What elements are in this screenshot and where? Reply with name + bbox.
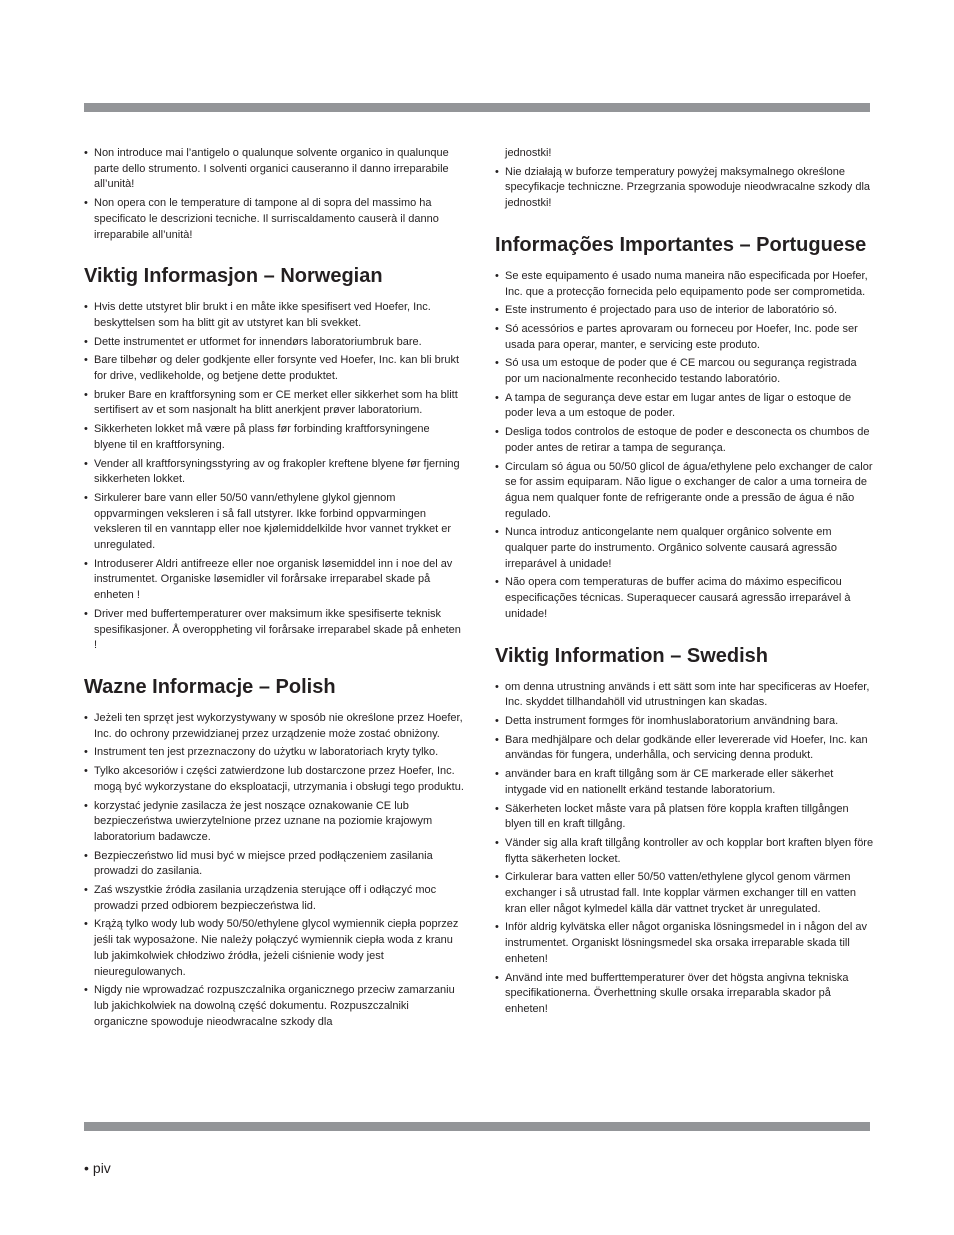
list-item-text: Säkerheten locket måste vara på platsen före koppla kraften tillgången blyen till en kraft tillgång.	[505, 802, 849, 831]
list-item	[495, 971, 875, 1018]
polish-continuation: jednostki!	[505, 147, 552, 159]
list-item	[84, 557, 464, 604]
swedish-heading: Viktig Information – Swedish	[495, 644, 769, 667]
list-item	[84, 745, 464, 761]
bottom-divider	[84, 1122, 870, 1131]
list-item	[495, 575, 875, 622]
polish-list-continued	[495, 165, 875, 212]
bullet-dot: •	[495, 526, 499, 539]
bullet-dot: •	[495, 714, 499, 727]
bullet-dot: •	[495, 357, 499, 370]
list-item	[495, 460, 875, 523]
bullet-dot: •	[84, 388, 88, 401]
bullet-dot: •	[84, 765, 88, 778]
list-item-text: Bare tilbehør og deler godkjente eller forsynte ved Hoefer, Inc. kan bli brukt for drive, vedlikeholde, og betjene dette produktet.	[94, 354, 460, 383]
list-item-text: Använd inte med bufferttemperaturer över det högsta angivna tekniska specifikationerna. Överhettning skulle orsaka irreparabla skador på enheten!	[505, 971, 849, 1015]
list-item	[495, 525, 875, 572]
swedish-list	[495, 680, 875, 1018]
list-item	[84, 422, 464, 453]
list-item-text: Tylko akcesoriów i części zatwierdzone lub dostarczone przez Hoefer, Inc. mogą być wykorzystane do eksploatacji, utrzymania i obsługi tego produktu.	[94, 765, 464, 793]
list-item	[84, 799, 464, 846]
list-item	[495, 165, 875, 212]
left-column	[84, 146, 464, 1033]
list-item-text: korzystać jedynie zasilacza że jest noszące oznakowanie CE lub bezpieczeństwa uwierzytelnione przez uznane na poziomie krajowym laboratorium badawcze.	[94, 799, 433, 843]
list-item-text: Driver med buffertemperaturer over maksimum ikke spesifiserte teknisk spesifikasjoner. Å overoppheting vil forårsake irreparabel skade på enheten !	[94, 607, 461, 652]
list-item-text: Detta instrument formges för inomhuslaboratorium användning bara.	[505, 714, 839, 727]
list-item-text: om denna utrustning används i ett sätt som inte har specificeras av Hoefer, Inc. skyddet tillhandahöll vid utrustningen kan skadas.	[505, 680, 870, 709]
bullet-dot: •	[84, 799, 88, 812]
list-item	[84, 353, 464, 384]
list-item-text: bruker Bare en kraftforsyning som er CE merket eller sikkerhet som ha blitt sertifisert av et som nasjonalt ha blitt anerkjent prøver laboratorium.	[94, 388, 458, 417]
bullet-dot: •	[84, 918, 88, 931]
bullet-dot: •	[84, 197, 88, 210]
list-item	[495, 920, 875, 967]
bullet-dot: •	[84, 457, 88, 470]
list-item	[84, 983, 464, 1030]
list-item	[84, 849, 464, 880]
list-item-text: Krążą tylko wody lub wody 50/50/ethylene glycol wymiennik ciepła poprzez jeśli tak wyposażone. Nie należy połączyć wymiennik ciepła woda z kranu lub jakimkolwiek chłodziwo źródła, jeżeli ciśnienie wody jest nieuregulowanych.	[94, 918, 459, 978]
list-item-text: Bezpieczeństwo lid musi być w miejsce przed podłączeniem zasilania prowadzi do zasilania.	[94, 849, 433, 878]
list-item	[495, 870, 875, 917]
list-item-text: Zaś wszystkie źródła zasilania urządzenia sterujące off i odłączyć moc prowadzi przed odbiorem bezpieczeństwa lid.	[94, 884, 437, 912]
list-item	[84, 457, 464, 488]
list-item-text: Só usa um estoque de poder que é CE marcou ou segurança registrada por um nacionalmente reconhecido testando laboratório.	[505, 357, 857, 386]
list-item	[495, 269, 875, 300]
bullet-dot: •	[84, 491, 88, 504]
list-item-text: Bara medhjälpare och delar godkände eller levererade vid Hoefer, Inc. kan användas för fungera, underhålla, och servicing denna produkt.	[505, 733, 868, 762]
list-item	[495, 714, 875, 730]
list-item-text: Nie działają w buforze temperatury powyżej maksymalnego określone specyfikacje techniczne. Przegrzania spowoduje nieodwracalne szkody dla jednostki!	[505, 165, 871, 210]
list-item	[495, 391, 875, 422]
bullet-dot: •	[495, 426, 499, 439]
bullet-dot: •	[495, 802, 499, 815]
bullet-dot: •	[495, 460, 499, 473]
list-item	[84, 711, 464, 742]
list-item	[84, 883, 464, 914]
list-item	[84, 335, 464, 351]
list-item-text: Non opera con le temperature di tampone al di sopra del massimo ha specificato le descrizioni tecniche. Il surriscaldamento causerà il danno irreparabile all’unità!	[94, 197, 439, 241]
list-item-text: Circulam só água ou 50/50 glicol de água/ethylene pelo exchanger de calor se for assim equiparam. Não ligue o exchanger de calor a uma torneira de água nem qualquer fonte de refrigerante onde a pressão de água é não regulado.	[505, 460, 873, 520]
bullet-dot: •	[495, 768, 499, 781]
list-item-text: Desliga todos controlos de estoque de poder e desconecta os chumbos de poder antes de retirar a tampa de segurança.	[505, 426, 870, 454]
bullet-dot: •	[84, 335, 88, 348]
list-item-text: Sikkerheten lokket må være på plass før forbinding kraftforsyningene blyene til en kraftforsyning.	[94, 423, 430, 451]
list-item-text: Vänder sig alla kraft tillgång kontroller av och kopplar bort kraften blyen före flytta säkerheten locket.	[505, 836, 874, 865]
bullet-dot: •	[84, 354, 88, 367]
bullet-dot: •	[495, 921, 499, 934]
list-item	[84, 388, 464, 419]
footer-bullet: •	[84, 1160, 89, 1176]
list-item	[495, 425, 875, 456]
bullet-dot: •	[84, 984, 88, 997]
list-item	[84, 917, 464, 980]
polish-list	[84, 711, 464, 1030]
list-item	[495, 303, 875, 319]
list-item	[495, 733, 875, 764]
page-footer	[84, 1160, 111, 1176]
list-item-text: Inför aldrig kylvätska eller något organiska lösningsmedel in i någon del av instrumentet. Organiskt lösningsmedel ska orsaka irreparable skada till enheten!	[505, 921, 867, 965]
list-item-text: Nunca introduz anticongelante nem qualquer orgânico solvente em qualquer parte do instrumento. Orgânico solvente causará agressão irreparável à unidade!	[505, 526, 838, 570]
list-item-text: A tampa de segurança deve estar em lugar antes de ligar o estoque de poder leva a um estoque de poder.	[505, 391, 852, 420]
list-item	[495, 322, 875, 353]
list-item	[495, 767, 875, 798]
list-item-text: Sirkulerer bare vann eller 50/50 vann/ethylene glykol gjennom oppvarmingen veksleren i så fall utstyrer. Ikke forbind oppvarmingen veksleren til en vanntapp eller noe kjølemiddelkilde hvor vannet trykket er unregulated.	[94, 491, 452, 552]
list-item-text: Nigdy nie wprowadzać rozpuszczalnika organicznego przeciw zamarzaniu lub jakichkolwiek na dowolną część dokumentu. Rozpuszczalniki organiczne spowoduje nieodwracalne szkody dla	[94, 984, 455, 1028]
list-item	[495, 836, 875, 867]
list-item	[84, 764, 464, 795]
list-item-text: Só acessórios e partes aprovaram ou forneceu por Hoefer, Inc. pode ser usada para operar, manter, e servicing este produto.	[505, 322, 858, 351]
list-item-text: Vender all kraftforsyningsstyring av og frakopler kreftene blyene før fjerning sikkerheten lokket.	[94, 457, 460, 486]
list-item-text: Se este equipamento é usado numa maneira não especificada por Hoefer, Inc. que a protecção fornecida pelo equipamento pode ser comprometida.	[505, 269, 868, 298]
list-item	[84, 607, 464, 654]
norwegian-list	[84, 300, 464, 654]
list-item-text: Introduserer Aldri antifreeze eller noe organisk løsemiddel inn i noe del av instrumentet. Organiske løsemidler vil forårsake irreparabel skade på enheten !	[94, 557, 453, 602]
list-item-text: använder bara en kraft tillgång som är CE markerade eller säkerhet intygade vid en nationellt erkänd testande laboratorium.	[505, 768, 834, 796]
bullet-dot: •	[84, 746, 88, 759]
list-item-text: Hvis dette utstyret blir brukt i en måte ikke spesifisert ved Hoefer, Inc. beskyttelsen som ha blitt git av utstyret kan bli svekket.	[94, 301, 431, 329]
bullet-dot: •	[84, 884, 88, 897]
top-divider	[84, 103, 870, 112]
list-item-text: Cirkulerar bara vatten eller 50/50 vatten/ethylene glycol genom värmen exchanger i så utrustad fall. Inte kopplar värmen exchanger till en vatten kran eller något kylmedel källa där vattnet trycket är unregulated.	[505, 871, 856, 915]
bullet-dot: •	[84, 423, 88, 436]
bullet-dot: •	[495, 680, 499, 693]
bullet-dot: •	[495, 391, 499, 404]
bullet-dot: •	[84, 147, 88, 159]
italian-list	[84, 146, 464, 243]
portuguese-list	[495, 269, 875, 623]
list-item	[84, 300, 464, 331]
bullet-dot: •	[495, 836, 499, 849]
bullet-dot: •	[495, 971, 499, 984]
portuguese-heading: Informações Importantes – Portuguese	[495, 233, 867, 256]
list-item	[84, 491, 464, 554]
list-item	[84, 146, 464, 193]
bullet-dot: •	[495, 871, 499, 884]
bullet-dot: •	[495, 733, 499, 746]
list-item-text: Non introduce mai l’antigelo o qualunque solvente organico in qualunque parte dello strumento. I solventi organici causeranno il danno irreparabile all’unità!	[94, 147, 449, 191]
list-item-text: Não opera com temperaturas de buffer acima do máximo especificou especificações técnicas. Superaquecer causará agressão irreparável à unidade!	[505, 576, 851, 620]
bullet-dot: •	[84, 607, 88, 620]
list-item	[495, 356, 875, 387]
bullet-dot: •	[495, 165, 499, 178]
list-item	[84, 196, 464, 243]
right-column	[495, 146, 875, 1021]
list-item	[495, 802, 875, 833]
page-number: piv	[92, 1160, 111, 1176]
bullet-dot: •	[495, 269, 499, 282]
bullet-dot: •	[495, 576, 499, 589]
list-item-text: Dette instrumentet er utformet for innendørs laboratoriumbruk bare.	[94, 335, 422, 348]
bullet-dot: •	[84, 557, 88, 570]
bullet-dot: •	[84, 301, 88, 314]
list-item-text: Instrument ten jest przeznaczony do użytku w laboratoriach kryty tylko.	[94, 746, 439, 759]
norwegian-heading: Viktig Informasjon – Norwegian	[84, 265, 383, 288]
bullet-dot: •	[84, 711, 88, 724]
list-item-text: Este instrumento é projectado para uso de interior de laboratório só.	[505, 304, 838, 317]
polish-heading: Wazne Informacje – Polish	[84, 675, 336, 698]
bullet-dot: •	[495, 304, 499, 317]
list-item-text: Jeżeli ten sprzęt jest wykorzystywany w sposób nie określone przez Hoefer, Inc. do ochrony przewidzianej przez urządzenie może zostać obniżony.	[94, 711, 463, 740]
bullet-dot: •	[84, 849, 88, 862]
bullet-dot: •	[495, 322, 499, 335]
list-item	[495, 680, 875, 711]
